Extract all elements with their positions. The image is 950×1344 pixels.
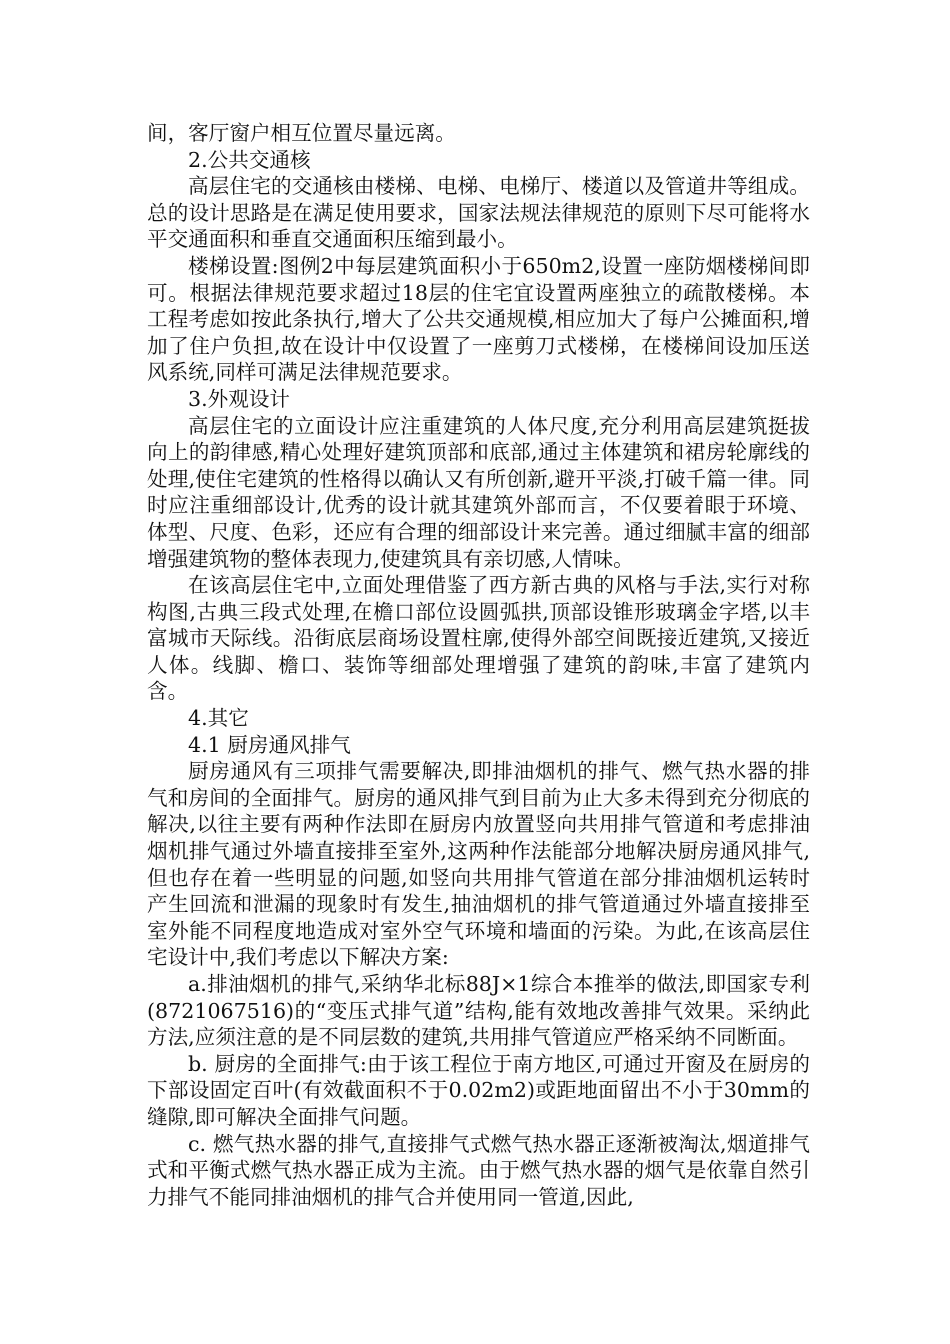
section-heading-public-transport-core: 2.公共交通核 bbox=[188, 147, 311, 172]
document-body bbox=[147, 120, 810, 1210]
paragraph-continuation: 间，客厅窗户相互位置尽量远离。 bbox=[147, 121, 456, 145]
paragraph-item-b-general-exhaust: b. 厨房的全面排气:由于该工程位于南方地区,可通过开窗及在厨房的下部设固定百叶(有效截面积不于0.02m2)或距地面留出不小于30mm的缝隙,即可解决全面排气问题。 bbox=[147, 1051, 810, 1129]
section-heading-others: 4.其它 bbox=[188, 706, 249, 731]
subsection-heading-kitchen-ventilation: 4.1 厨房通风排气 bbox=[188, 732, 351, 757]
paragraph-kitchen-ventilation: 厨房通风有三项排气需要解决,即排油烟机的排气、燃气热水器的排气和房间的全面排气。厨房的通风排气到目前为止大多未得到充分彻底的解决,以往主要有两种作法即在厨房内放置竖向共用排气管道和考虑排油烟机排气通过外墙直接排至室外,这两种作法能部分地解决厨房通风排气,但也存在着一些明显的问题,如竖向共用排气管道在部分排油烟机运转时产生回流和泄漏的现象时有发生,抽油烟机的排气管道通过外墙直接排至室外能不同程度地造成对室外空气环境和墙面的污染。为此,在该高层住宅设计中,我们考虑以下解决方案: bbox=[147, 759, 810, 970]
paragraph-item-c-gas-water-heater: c. 燃气热水器的排气,直接排气式燃气热水器正逐渐被淘汰,烟道排气式和平衡式燃气热水器正成为主流。由于燃气热水器的烟气是依靠自然引力排气不能同排油烟机的排气合并使用同一管道,因此, bbox=[147, 1131, 810, 1209]
section-heading-exterior-design: 3.外观设计 bbox=[188, 386, 291, 411]
paragraph-facade-treatment: 在该高层住宅中,立面处理借鉴了西方新古典的风格与手法,实行对称构图,古典三段式处理,在檐口部位设圆弧拱,顶部设锥形玻璃金字塔,以丰富城市天际线。沿街底层商场设置柱廓,使得外部空间既接近建筑,又接近人体。线脚、檐口、装饰等细部处理增强了建筑的韵味,丰富了建筑内含。 bbox=[147, 573, 810, 704]
paragraph-stair-setting: 楼梯设置:图例2中每层建筑面积小于650m2,设置一座防烟楼梯间即可。根据法律规范要求超过18层的住宅宜设置两座独立的疏散楼梯。本工程考虑如按此条执行,增大了公共交通规模,相应加大了每户公摊面积,增加了住户负担,故在设计中仅设置了一座剪刀式楼梯，在楼梯间设加压送风系统,同样可满足法律规范要求。 bbox=[147, 253, 810, 385]
paragraph-transport-core-overview: 高层住宅的交通核由楼梯、电梯、电梯厅、楼道以及管道井等组成。总的设计思路是在满足使用要求，国家法规法律规范的原则下尽可能将水平交通面积和垂直交通面积压缩到最小。 bbox=[147, 174, 810, 252]
paragraph-facade-design: 高层住宅的立面设计应注重建筑的人体尺度,充分利用高层建筑挺拔向上的韵律感,精心处理好建筑顶部和底部,通过主体建筑和裙房轮廓线的处理,使住宅建筑的性格得以确认又有所创新,避开平淡,打破千篇一律。同时应注重细部设计,优秀的设计就其建筑外部而言，不仅要着眼于环境、体型、尺度、色彩，还应有合理的细部设计来完善。通过细腻丰富的细部增强建筑物的整体表现力,使建筑具有亲切感,人情味。 bbox=[147, 413, 810, 571]
paragraph-item-a-range-hood: a.排油烟机的排气,采纳华北标88J×1综合本推举的做法,即国家专利(8721067516)的“变压式排气道”结构,能有效地改善排气效果。采纳此方法,应须注意的是不同层数的建筑,共用排气管道应严格采纳不同断面。 bbox=[147, 972, 810, 1050]
